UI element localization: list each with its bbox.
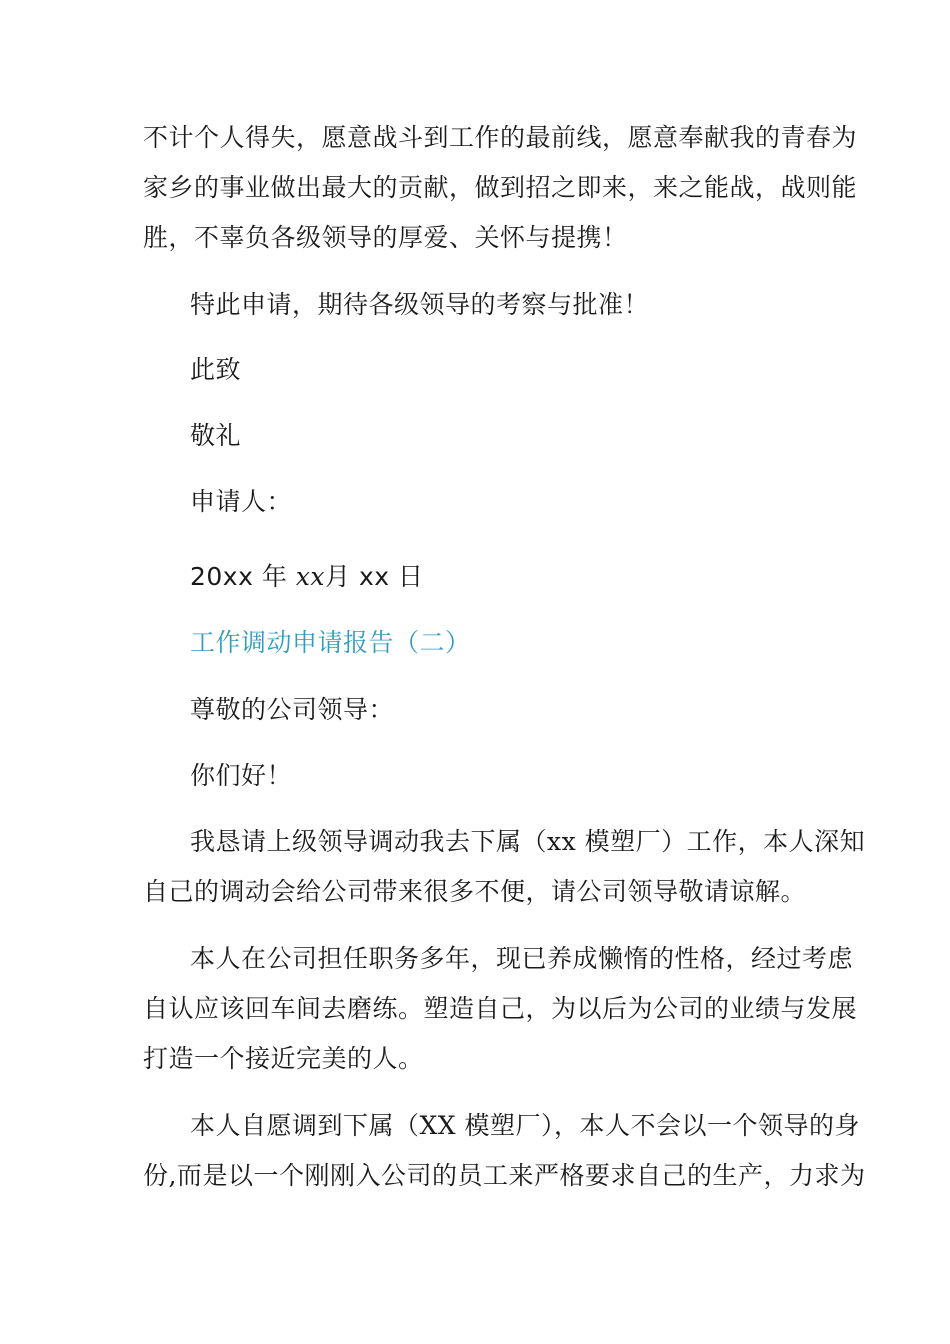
closing-line: 敬礼	[190, 421, 242, 450]
date-month: xx	[295, 562, 326, 591]
paragraph-line: 自己的调动会给公司带来很多不便，请公司领导敬请谅解。	[143, 877, 807, 906]
date-day: xx	[359, 562, 390, 591]
paragraph-line: 打造一个接近完美的人。	[143, 1044, 424, 1073]
date-day-char: 日	[398, 562, 424, 591]
date-year-char: 年	[261, 562, 288, 591]
paragraph-line: 家乡的事业做出最大的贡献，做到招之即来，来之能战，战则能	[143, 173, 858, 202]
applicant-label: 申请人：	[190, 487, 293, 516]
paragraph-line: 自认应该回车间去磨练。塑造自己，为以后为公司的业绩与发展	[143, 994, 858, 1023]
request-line: 特此申请，期待各级领导的考察与批准！	[190, 290, 650, 319]
closing-line: 此致	[190, 355, 242, 384]
greeting: 你们好！	[190, 761, 293, 790]
paragraph-line: 本人自愿调到下属（XX 模塑厂），本人不会以一个领导的身	[190, 1111, 861, 1140]
paragraph-line: 胜，不辜负各级领导的厚爱、关怀与提携！	[143, 223, 628, 252]
date-line	[190, 562, 424, 592]
paragraph-line: 不计个人得失，愿意战斗到工作的最前线，愿意奉献我的青春为	[143, 123, 858, 152]
date-month-char: 月	[325, 562, 351, 591]
section-heading: 工作调动申请报告（二）	[190, 628, 471, 657]
paragraph-line: 本人在公司担任职务多年，现已养成懒惰的性格，经过考虑	[190, 944, 854, 973]
date-year: 20xx	[190, 562, 254, 591]
paragraph-line: 份,而是以一个刚刚入公司的员工来严格要求自己的生产，力求为	[143, 1161, 866, 1190]
salutation: 尊敬的公司领导：	[190, 695, 395, 724]
paragraph-line: 我恳请上级领导调动我去下属（xx 模塑厂）工作，本人深知	[190, 827, 866, 856]
